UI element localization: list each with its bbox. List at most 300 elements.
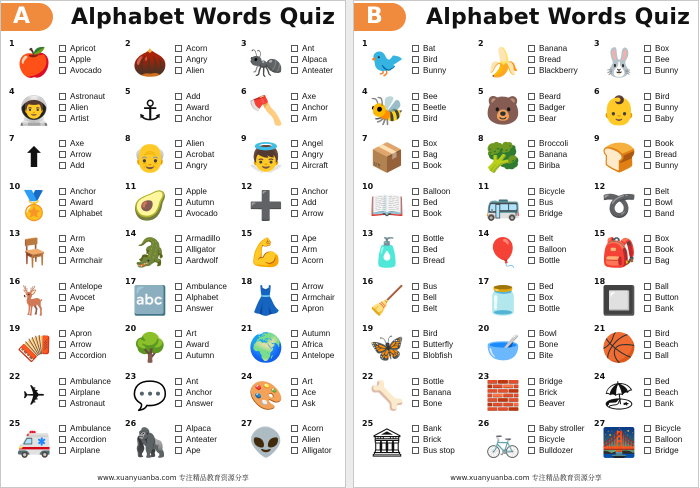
answer-option[interactable] [644,445,682,456]
answer-option[interactable] [412,398,451,409]
checkbox[interactable] [412,305,419,312]
answer-option[interactable] [644,138,678,149]
checkbox[interactable] [528,246,535,253]
checkbox[interactable] [412,257,419,264]
answer-option[interactable] [528,255,566,266]
checkbox[interactable] [644,93,651,100]
checkbox[interactable] [59,447,66,454]
answer-option[interactable] [412,91,446,102]
answer-option[interactable] [644,387,678,398]
checkbox[interactable] [412,151,419,158]
checkbox[interactable] [412,436,419,443]
answer-option[interactable] [175,292,227,303]
checkbox[interactable] [59,425,66,432]
answer-option[interactable] [175,102,212,113]
checkbox[interactable] [59,188,66,195]
answer-option[interactable] [644,149,678,160]
answer-option[interactable] [528,186,565,197]
answer-option[interactable] [528,65,578,76]
checkbox[interactable] [59,56,66,63]
answer-option[interactable] [644,208,674,219]
answer-option[interactable] [175,65,207,76]
answer-option[interactable] [175,445,217,456]
checkbox[interactable] [291,341,298,348]
answer-option[interactable] [528,54,578,65]
answer-option[interactable] [644,255,674,266]
answer-option[interactable] [59,376,111,387]
checkbox[interactable] [528,235,535,242]
checkbox[interactable] [59,330,66,337]
answer-option[interactable] [175,160,214,171]
answer-option[interactable] [291,387,316,398]
checkbox[interactable] [175,447,182,454]
answer-option[interactable] [291,160,328,171]
checkbox[interactable] [528,330,535,337]
checkbox[interactable] [175,162,182,169]
answer-option[interactable] [644,54,678,65]
checkbox[interactable] [175,341,182,348]
answer-option[interactable] [412,445,455,456]
checkbox[interactable] [291,436,298,443]
checkbox[interactable] [412,56,419,63]
answer-option[interactable] [175,43,207,54]
checkbox[interactable] [528,151,535,158]
checkbox[interactable] [412,67,419,74]
checkbox[interactable] [412,188,419,195]
answer-option[interactable] [291,138,328,149]
answer-option[interactable] [175,138,214,149]
checkbox[interactable] [412,330,419,337]
answer-option[interactable] [59,113,105,124]
answer-option[interactable] [291,434,332,445]
answer-option[interactable] [175,434,217,445]
answer-option[interactable] [528,328,558,339]
answer-option[interactable] [412,350,453,361]
answer-option[interactable] [175,423,217,434]
checkbox[interactable] [528,389,535,396]
checkbox[interactable] [528,425,535,432]
answer-option[interactable] [528,376,565,387]
answer-option[interactable] [644,113,678,124]
answer-option[interactable] [528,350,558,361]
answer-option[interactable] [528,149,568,160]
checkbox[interactable] [528,56,535,63]
answer-option[interactable] [175,398,213,409]
answer-option[interactable] [644,102,678,113]
checkbox[interactable] [59,115,66,122]
answer-option[interactable] [528,91,565,102]
answer-option[interactable] [175,303,227,314]
checkbox[interactable] [291,294,298,301]
checkbox[interactable] [291,352,298,359]
checkbox[interactable] [412,425,419,432]
answer-option[interactable] [528,113,565,124]
checkbox[interactable] [175,389,182,396]
checkbox[interactable] [528,104,535,111]
answer-option[interactable] [528,339,558,350]
checkbox[interactable] [175,93,182,100]
answer-option[interactable] [412,138,442,149]
checkbox[interactable] [644,67,651,74]
answer-option[interactable] [412,208,450,219]
answer-option[interactable] [59,54,102,65]
answer-option[interactable] [59,387,111,398]
answer-option[interactable] [59,138,91,149]
checkbox[interactable] [175,235,182,242]
answer-option[interactable] [175,186,218,197]
answer-option[interactable] [59,339,106,350]
answer-option[interactable] [175,244,220,255]
answer-option[interactable] [528,197,565,208]
checkbox[interactable] [528,45,535,52]
checkbox[interactable] [175,283,182,290]
answer-option[interactable] [291,445,332,456]
answer-option[interactable] [412,423,455,434]
checkbox[interactable] [412,294,419,301]
answer-option[interactable] [412,186,450,197]
checkbox[interactable] [528,140,535,147]
checkbox[interactable] [528,93,535,100]
checkbox[interactable] [59,162,66,169]
answer-option[interactable] [291,328,334,339]
checkbox[interactable] [291,104,298,111]
checkbox[interactable] [59,93,66,100]
answer-option[interactable] [291,233,323,244]
answer-option[interactable] [59,255,103,266]
checkbox[interactable] [175,151,182,158]
checkbox[interactable] [644,140,651,147]
answer-option[interactable] [291,281,335,292]
checkbox[interactable] [59,246,66,253]
answer-option[interactable] [59,423,111,434]
checkbox[interactable] [528,294,535,301]
checkbox[interactable] [412,104,419,111]
checkbox[interactable] [644,151,651,158]
answer-option[interactable] [412,376,451,387]
checkbox[interactable] [291,283,298,290]
answer-option[interactable] [59,102,105,113]
answer-option[interactable] [412,339,453,350]
checkbox[interactable] [59,283,66,290]
checkbox[interactable] [644,389,651,396]
answer-option[interactable] [59,445,111,456]
checkbox[interactable] [291,151,298,158]
answer-option[interactable] [644,398,678,409]
checkbox[interactable] [644,330,651,337]
answer-option[interactable] [644,292,679,303]
checkbox[interactable] [644,305,651,312]
checkbox[interactable] [644,341,651,348]
checkbox[interactable] [528,341,535,348]
checkbox[interactable] [412,389,419,396]
answer-option[interactable] [59,303,102,314]
answer-option[interactable] [291,186,328,197]
checkbox[interactable] [175,199,182,206]
answer-option[interactable] [528,398,565,409]
answer-option[interactable] [175,339,214,350]
checkbox[interactable] [175,257,182,264]
answer-option[interactable] [528,208,565,219]
answer-option[interactable] [528,244,566,255]
checkbox[interactable] [175,294,182,301]
answer-option[interactable] [291,197,328,208]
answer-option[interactable] [175,281,227,292]
checkbox[interactable] [412,352,419,359]
answer-option[interactable] [644,350,678,361]
checkbox[interactable] [59,104,66,111]
checkbox[interactable] [528,67,535,74]
checkbox[interactable] [412,341,419,348]
answer-option[interactable] [644,186,674,197]
answer-option[interactable] [59,328,106,339]
answer-option[interactable] [175,376,213,387]
checkbox[interactable] [175,378,182,385]
answer-option[interactable] [59,149,91,160]
answer-option[interactable] [412,149,442,160]
answer-option[interactable] [644,339,678,350]
checkbox[interactable] [644,210,651,217]
checkbox[interactable] [175,56,182,63]
answer-option[interactable] [412,303,437,314]
checkbox[interactable] [644,115,651,122]
answer-option[interactable] [291,339,334,350]
answer-option[interactable] [528,423,585,434]
checkbox[interactable] [291,188,298,195]
answer-option[interactable] [59,91,105,102]
checkbox[interactable] [59,45,66,52]
answer-option[interactable] [59,43,102,54]
answer-option[interactable] [412,328,453,339]
answer-option[interactable] [528,43,578,54]
checkbox[interactable] [412,283,419,290]
checkbox[interactable] [291,235,298,242]
checkbox[interactable] [291,389,298,396]
answer-option[interactable] [291,292,335,303]
answer-option[interactable] [59,434,111,445]
checkbox[interactable] [644,378,651,385]
checkbox[interactable] [291,115,298,122]
answer-option[interactable] [412,292,437,303]
checkbox[interactable] [175,210,182,217]
answer-option[interactable] [175,113,212,124]
answer-option[interactable] [291,65,333,76]
answer-option[interactable] [175,149,214,160]
answer-option[interactable] [412,244,445,255]
checkbox[interactable] [175,115,182,122]
checkbox[interactable] [291,56,298,63]
checkbox[interactable] [528,378,535,385]
answer-option[interactable] [291,113,328,124]
checkbox[interactable] [528,162,535,169]
checkbox[interactable] [412,199,419,206]
checkbox[interactable] [291,45,298,52]
answer-option[interactable] [291,350,334,361]
checkbox[interactable] [644,199,651,206]
answer-option[interactable] [291,43,333,54]
checkbox[interactable] [412,400,419,407]
answer-option[interactable] [412,197,450,208]
answer-option[interactable] [59,186,102,197]
checkbox[interactable] [59,305,66,312]
checkbox[interactable] [175,67,182,74]
checkbox[interactable] [291,378,298,385]
checkbox[interactable] [412,378,419,385]
answer-option[interactable] [644,233,674,244]
answer-option[interactable] [644,281,679,292]
answer-option[interactable] [59,244,103,255]
checkbox[interactable] [59,67,66,74]
answer-option[interactable] [644,303,679,314]
checkbox[interactable] [528,352,535,359]
answer-option[interactable] [175,91,212,102]
answer-option[interactable] [412,255,445,266]
checkbox[interactable] [291,210,298,217]
checkbox[interactable] [291,330,298,337]
checkbox[interactable] [528,210,535,217]
checkbox[interactable] [528,305,535,312]
answer-option[interactable] [59,208,102,219]
answer-option[interactable] [644,65,678,76]
answer-option[interactable] [175,255,220,266]
answer-option[interactable] [528,102,565,113]
answer-option[interactable] [528,387,565,398]
answer-option[interactable] [291,149,328,160]
checkbox[interactable] [644,235,651,242]
checkbox[interactable] [59,294,66,301]
answer-option[interactable] [175,350,214,361]
checkbox[interactable] [412,447,419,454]
checkbox[interactable] [175,140,182,147]
answer-option[interactable] [291,102,328,113]
answer-option[interactable] [291,398,316,409]
checkbox[interactable] [175,400,182,407]
answer-option[interactable] [291,423,332,434]
checkbox[interactable] [59,151,66,158]
checkbox[interactable] [291,199,298,206]
answer-option[interactable] [291,91,328,102]
answer-option[interactable] [528,233,566,244]
answer-option[interactable] [59,281,102,292]
checkbox[interactable] [412,210,419,217]
checkbox[interactable] [644,283,651,290]
checkbox[interactable] [291,257,298,264]
checkbox[interactable] [412,162,419,169]
checkbox[interactable] [291,305,298,312]
checkbox[interactable] [644,425,651,432]
answer-option[interactable] [412,281,437,292]
checkbox[interactable] [59,235,66,242]
checkbox[interactable] [644,56,651,63]
answer-option[interactable] [175,208,218,219]
checkbox[interactable] [644,45,651,52]
checkbox[interactable] [59,341,66,348]
answer-option[interactable] [59,350,106,361]
checkbox[interactable] [59,400,66,407]
checkbox[interactable] [644,162,651,169]
answer-option[interactable] [528,445,585,456]
checkbox[interactable] [175,436,182,443]
answer-option[interactable] [412,160,442,171]
checkbox[interactable] [528,400,535,407]
answer-option[interactable] [644,434,682,445]
checkbox[interactable] [59,199,66,206]
checkbox[interactable] [644,436,651,443]
answer-option[interactable] [644,328,678,339]
checkbox[interactable] [59,436,66,443]
answer-option[interactable] [644,160,678,171]
answer-option[interactable] [175,387,213,398]
checkbox[interactable] [59,389,66,396]
answer-option[interactable] [412,113,446,124]
checkbox[interactable] [175,104,182,111]
answer-option[interactable] [59,292,102,303]
checkbox[interactable] [291,67,298,74]
checkbox[interactable] [644,188,651,195]
checkbox[interactable] [291,425,298,432]
answer-option[interactable] [412,54,446,65]
checkbox[interactable] [59,352,66,359]
answer-option[interactable] [291,376,316,387]
checkbox[interactable] [644,447,651,454]
answer-option[interactable] [59,233,103,244]
checkbox[interactable] [291,447,298,454]
checkbox[interactable] [59,210,66,217]
answer-option[interactable] [528,434,585,445]
answer-option[interactable] [528,138,568,149]
checkbox[interactable] [412,93,419,100]
answer-option[interactable] [412,387,451,398]
answer-option[interactable] [644,423,682,434]
answer-option[interactable] [59,197,102,208]
answer-option[interactable] [412,434,455,445]
checkbox[interactable] [528,199,535,206]
checkbox[interactable] [412,45,419,52]
checkbox[interactable] [291,140,298,147]
answer-option[interactable] [644,376,678,387]
checkbox[interactable] [528,188,535,195]
answer-option[interactable] [59,160,91,171]
answer-option[interactable] [644,91,678,102]
checkbox[interactable] [291,93,298,100]
checkbox[interactable] [175,45,182,52]
checkbox[interactable] [644,294,651,301]
checkbox[interactable] [528,436,535,443]
answer-option[interactable] [59,65,102,76]
checkbox[interactable] [175,330,182,337]
checkbox[interactable] [59,257,66,264]
answer-option[interactable] [644,197,674,208]
answer-option[interactable] [175,197,218,208]
answer-option[interactable] [644,43,678,54]
answer-option[interactable] [412,65,446,76]
answer-option[interactable] [291,244,323,255]
checkbox[interactable] [412,235,419,242]
checkbox[interactable] [528,257,535,264]
checkbox[interactable] [175,188,182,195]
checkbox[interactable] [644,246,651,253]
checkbox[interactable] [291,162,298,169]
checkbox[interactable] [528,283,535,290]
answer-option[interactable] [528,292,560,303]
checkbox[interactable] [291,246,298,253]
checkbox[interactable] [175,352,182,359]
checkbox[interactable] [412,115,419,122]
checkbox[interactable] [644,257,651,264]
answer-option[interactable] [291,255,323,266]
answer-option[interactable] [175,328,214,339]
checkbox[interactable] [644,400,651,407]
answer-option[interactable] [528,281,560,292]
